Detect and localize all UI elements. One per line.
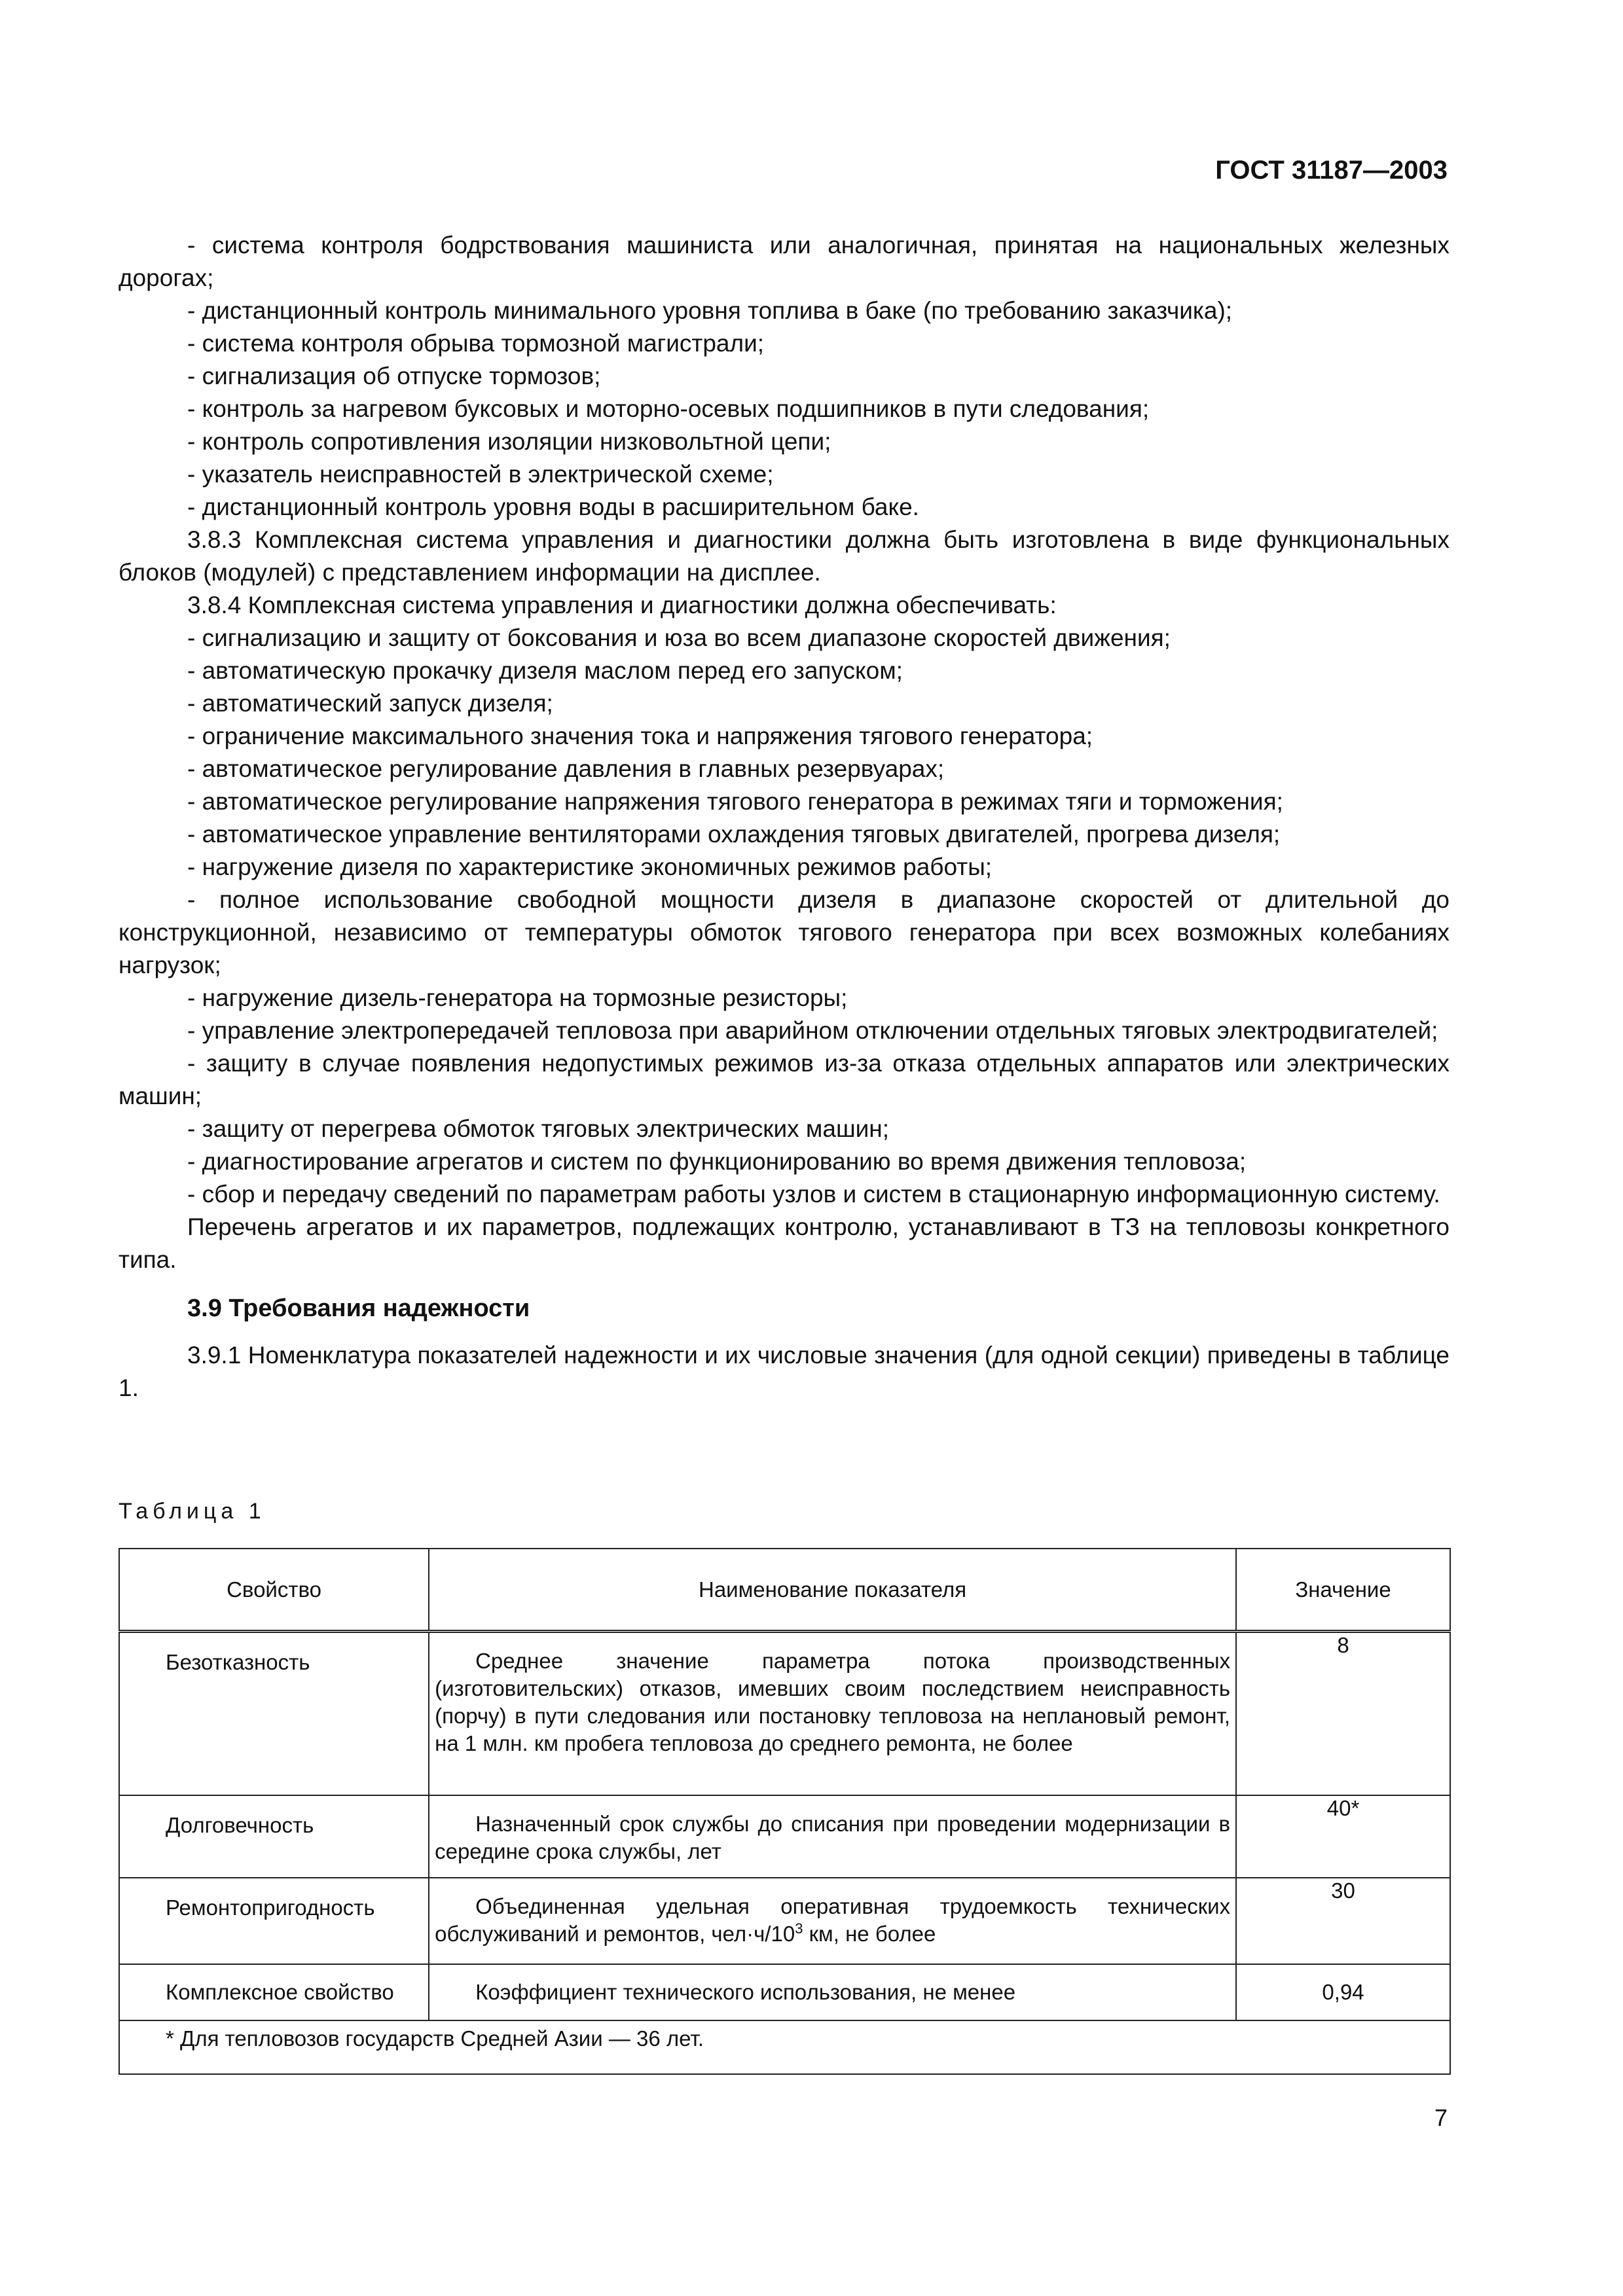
paragraph: - сбор и передачу сведений по параметрам работы узлов и систем в стационарную информационную систему.	[187, 1181, 1440, 1208]
description-cell	[429, 1878, 1236, 1964]
table-row	[119, 1795, 1450, 1878]
property-cell: Безотказность	[119, 1632, 429, 1795]
body-text	[119, 229, 1450, 1405]
value-cell: 40*	[1236, 1795, 1450, 1878]
table-footnote-row	[119, 2020, 1450, 2074]
document-code-header: ГОСТ 31187—2003	[1215, 156, 1448, 185]
paragraph: - сигнализация об отпуске тормозов;	[187, 363, 601, 389]
paragraph: - указатель неисправностей в электрической схеме;	[187, 461, 774, 488]
paragraph: - дистанционный контроль минимального уровня топлива в баке (по требованию заказчика);	[187, 297, 1233, 324]
table-row	[119, 1878, 1450, 1964]
paragraph: - сигнализацию и защиту от боксования и юза во всем диапазоне скоростей движения;	[187, 624, 1171, 651]
table-footnote: * Для тепловозов государств Средней Азии — 36 лет.	[119, 2020, 1450, 2074]
table-caption: Таблица 1	[119, 1499, 266, 1524]
paragraph: - автоматическую прокачку дизеля маслом перед его запуском;	[187, 657, 903, 684]
description-cell	[429, 1632, 1236, 1795]
description-text: Среднее значение параметра потока производственных (изготовительских) отказов, имевших своим последствием неисправность (порчу) в пути следования или постановку тепловоза на неплановый ремонт, на 1 млн. км пробега тепловоза до среднего ремонта, не более	[435, 1649, 1231, 1755]
table-row	[119, 1632, 1450, 1795]
property-cell: Ремонтопригодность	[119, 1878, 429, 1964]
paragraph: - автоматическое регулирование напряжения тягового генератора в режимах тяги и торможения;	[187, 788, 1283, 815]
paragraph: - ограничение максимального значения тока и напряжения тягового генератора;	[187, 723, 1093, 749]
description-text: Объединенная удельная оперативная трудоемкость технических обслуживаний и ремонтов, чел·ч/10	[435, 1893, 1231, 1946]
description-cell	[429, 1795, 1236, 1878]
paragraph: - автоматическое регулирование давления в главных резервуарах;	[187, 755, 945, 782]
page-number: 7	[1434, 2104, 1448, 2131]
description-text: Назначенный срок службы до списания при проведении модернизации в середине срока службы, лет	[435, 1811, 1231, 1863]
value-cell: 0,94	[1236, 1964, 1450, 2020]
paragraph: 3.8.4 Комплексная система управления и диагностики должна обеспечивать:	[187, 592, 1057, 619]
description-text: км, не более	[803, 1921, 936, 1946]
property-cell: Долговечность	[119, 1795, 429, 1878]
table-header-row	[119, 1549, 1450, 1632]
section-title: 3.9 Требования надежности	[187, 1295, 530, 1322]
description-cell	[429, 1964, 1236, 2020]
paragraph: Перечень агрегатов и их параметров, подлежащих контролю, устанавливают в ТЗ на тепловозы конкретного типа.	[119, 1213, 1450, 1273]
superscript: 3	[795, 1920, 803, 1937]
paragraph: - система контроля бодрствования машиниста или аналогичная, принятая на национальных железных дорогах;	[119, 232, 1450, 291]
paragraph: - автоматический запуск дизеля;	[187, 690, 553, 717]
column-header: Значение	[1236, 1549, 1450, 1632]
property-cell: Комплексное свойство	[119, 1964, 429, 2020]
paragraph: - диагностирование агрегатов и систем по функционированию во время движения тепловоза;	[187, 1148, 1247, 1175]
column-header: Наименование показателя	[429, 1549, 1236, 1632]
paragraph: - полное использование свободной мощности дизеля в диапазоне скоростей от длительной до конструкционной, независимо от температуры обмоток тягового генератора при всех возможных колебаниях нагрузок;	[119, 886, 1450, 978]
value-cell: 30	[1236, 1878, 1450, 1964]
paragraph: - система контроля обрыва тормозной магистрали;	[187, 330, 765, 357]
paragraph: - управление электропередачей тепловоза при аварийном отключении отдельных тяговых электродвигателей;	[187, 1017, 1438, 1044]
column-header: Свойство	[119, 1549, 429, 1632]
paragraph: - контроль сопротивления изоляции низковольтной цепи;	[187, 428, 831, 455]
paragraph: - нагружение дизель-генератора на тормозные резисторы;	[187, 984, 848, 1011]
paragraph: 3.8.3 Комплексная система управления и диагностики должна быть изготовлена в виде функциональных блоков (модулей) с представлением информации на дисплее.	[119, 526, 1450, 586]
description-text: Коэффициент технического использования, не менее	[475, 1979, 1016, 2004]
paragraph: 3.9.1 Номенклатура показателей надежности и их числовые значения (для одной секции) приведены в таблице 1.	[119, 1342, 1450, 1401]
reliability-table	[119, 1548, 1451, 2075]
paragraph: - защиту в случае появления недопустимых режимов из-за отказа отдельных аппаратов или электрических машин;	[119, 1050, 1450, 1109]
paragraph: - автоматическое управление вентиляторами охлаждения тяговых двигателей, прогрева дизеля;	[187, 821, 1281, 848]
paragraph: - дистанционный контроль уровня воды в расширительном баке.	[187, 493, 919, 520]
paragraph: - защиту от перегрева обмоток тяговых электрических машин;	[187, 1115, 890, 1142]
paragraph: - нагружение дизеля по характеристике экономичных режимов работы;	[187, 853, 993, 880]
value-cell: 8	[1236, 1632, 1450, 1795]
table-row	[119, 1964, 1450, 2020]
paragraph: - контроль за нагревом буксовых и моторно-осевых подшипников в пути следования;	[187, 395, 1150, 422]
